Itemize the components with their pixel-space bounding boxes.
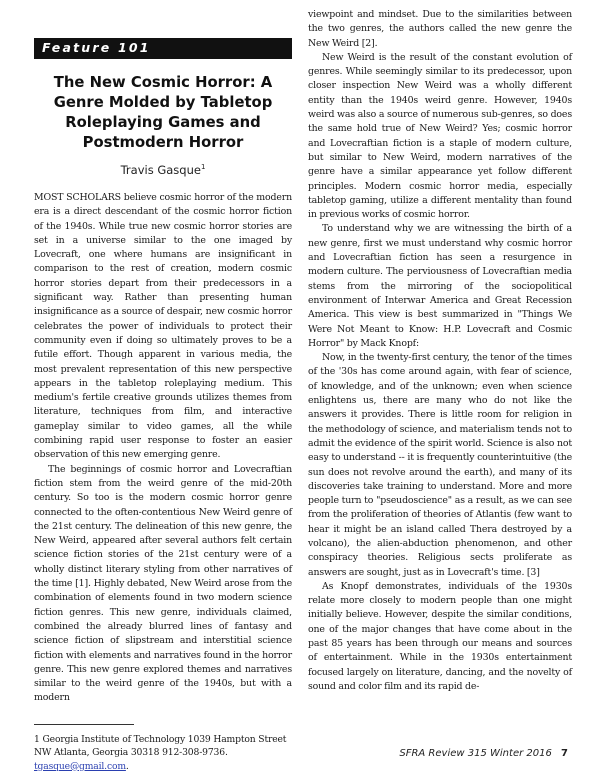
footnote-divider: [34, 724, 134, 725]
body-paragraph: New Weird is the result of the constant evolution of genres. While seemingly similar to its predecessor, upon closer inspection New Weird was a wholly different entity than the 1940s weird genre. However, 1940s weird was also a source of numerous sub-genres, so does the same hold true of New Weird? Yes; cosmic horror and Lovecraftian fiction is a staple of modern culture, but similar to New Weird, modern narratives of the genre have a similar appearance yet follow different principles. Modern cosmic horror media, especially tabletop gaming, utilize a different mentality than found in previous works of cosmic horror.: [308, 51, 572, 221]
body-paragraph: As Knopf demonstrates, individuals of the 1930s relate more closely to modern people than one might initially believe. However, despite the similar conditions, one of the major changes that have come about in the past 85 years has been through our means and sources of entertainment. While in the 1930s entertainment focused largely on literature, dancing, and the novelty of sound and color film and its rapid de-: [308, 580, 572, 692]
page-number: 7: [561, 748, 568, 759]
article-author: [34, 163, 292, 177]
publication-name: SFRA Review: [399, 748, 465, 759]
footnote: 1 Georgia Institute of Technology 1039 Hampton Street NW Atlanta, Georgia 30318 912-308-9736. tgasque@gmail.com.: [34, 733, 287, 772]
body-paragraph: viewpoint and mindset. Due to the similarities between the two genres, the authors called the new genre the New Weird [2].: [308, 9, 572, 49]
body-paragraph: MOST SCHOLARS believe cosmic horror of the modern era is a direct descendant of the cosmic horror fiction of the 1940s. While true new cosmic horror stories are set in a universe similar to the one imaged by Lovecraft, one where humans are insignificant in comparison to the rest of creation, modern cosmic horror stories depart from their predecessors in a significant way. Rather than presenting human insignificance as a source of despair, new cosmic horror celebrates the power of individuals to protect their community even if doing so ultimately proves to be a futile effort. Though apparent in various media, the most prevalent representation of this new perspective appears in the tabletop roleplaying medium. This medium's fertile creative grounds utilizes themes from literature, techniques from film, and interactive gameplay similar to video games, all the while combining rapid user response to foster an easier observation of this new emerging genre.: [34, 192, 292, 461]
feature-banner: Feature 101: [34, 38, 292, 59]
article-title: The New Cosmic Horror: A Genre Molded by Tabletop Roleplaying Games and Postmodern Horror: [53, 74, 273, 151]
issue-label: 315 Winter 2016: [467, 748, 552, 759]
right-column: [308, 8, 572, 694]
left-column: [34, 38, 292, 773]
body-paragraph: The beginnings of cosmic horror and Lovecraftian fiction stem from the weird genre of the mid-20th century. So too is the modern cosmic horror genre connected to the often-contentious New Weird genre of the 21st century. The delineation of this new genre, the New Weird, appeared after several authors felt certain science fiction stories of the 21st century were of a wholly distinct literary styling from other narratives of the time [1]. Highly debated, New Weird arose from the combination of elements found in two modern science fiction genres. This new genre, individuals claimed, combined the already blurred lines of fantasy and science fiction of slipstream and interstitial science fiction with elements and narratives found in the horror genre. This new genre explored themes and narratives similar to the weird genre of the 1940s, but with a modern: [34, 463, 292, 704]
author-name: Travis Gasque: [120, 163, 201, 177]
running-footer: [399, 748, 568, 759]
block-quote: Now, in the twenty-first century, the tenor of the times of the '30s has come around again, with fear of science, of knowledge, and of the unknown; even when science enlightens us, there are many who do not like the answers it provides. There is little room for religion in the methodology of science, and materialism tends not to admit the evidence of the spirit world. Science is also not easy to understand -- it is frequently counterintuitive (the sun does not revolve around the earth), and many of its discoveries take training to understand. More and more people turn to "pseudoscience" as a result, as we can see from the proliferation of theories of Atlantis (few want to hear it might be an island called Thera destroyed by a volcano), the alien-abduction phenomenon, and other conspiracy theories. Religious sects proliferate as answers are sought, just as in Lovecraft's time. [3]: [308, 352, 572, 578]
body-paragraph: To understand why we are witnessing the birth of a new genre, first we must understand why cosmic horror and Lovecraftian fiction has seen a resurgence in modern culture. The perviousness of Lovecraftian media stems from the mirroring of the sociopolitical environment of Interwar America and Great Recession America. This view is best summarized in "Things We Were Not Meant to Know: H.P. Lovecraft and Cosmic Horror" by Mack Knopf:: [308, 223, 572, 349]
footnote-email-link[interactable]: tgasque@gmail.com: [34, 760, 126, 772]
footnote-text: 1 Georgia Institute of Technology 1039 Hampton Street NW Atlanta, Georgia 30318 912-308-9736.: [34, 733, 287, 759]
author-footnote-mark: 1: [200, 163, 206, 172]
